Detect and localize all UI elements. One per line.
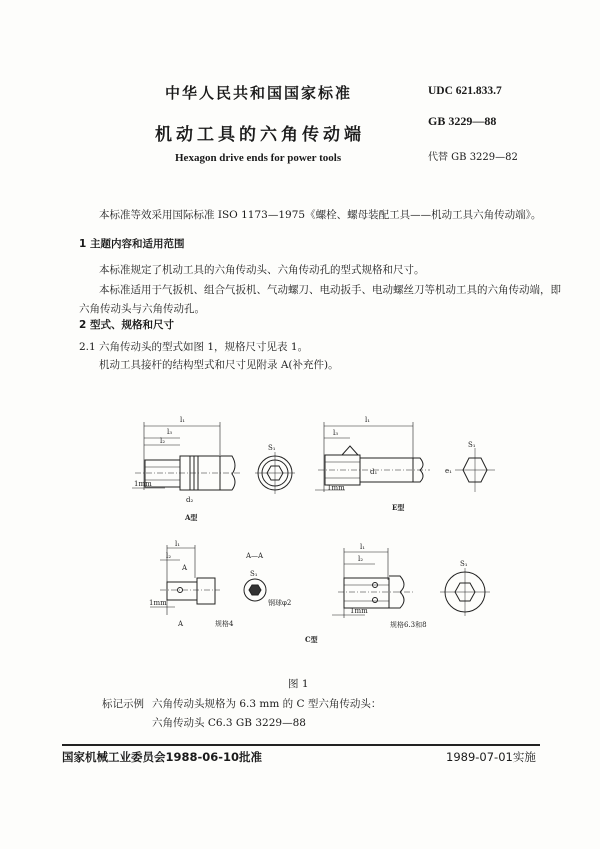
type-a-label: A型 xyxy=(185,513,198,522)
type-a-drawing xyxy=(132,422,295,494)
label-l1: l₁ xyxy=(360,543,366,551)
label-s1: S₁ xyxy=(460,560,468,568)
label-d1: d₁ xyxy=(370,468,378,476)
marking-example-line-1: 六角传动头规格为 6.3 mm 的 C 型六角传动头： xyxy=(152,698,382,710)
section-1-heading: 1 主题内容和适用范围 xyxy=(79,238,185,250)
label-l3: l₃ xyxy=(333,429,339,437)
approval-info: 国家机械工业委员会1988-06-10批准 xyxy=(62,750,263,764)
section-1-paragraph-1: 本标准规定了机动工具的六角传动头、六角传动孔的型式规格和尺寸。 xyxy=(99,264,425,276)
label-1mm: 1mm xyxy=(149,599,167,607)
spec-4-label: 规格4 xyxy=(215,620,234,628)
label-1mm: 1mm xyxy=(350,607,368,615)
footer-divider xyxy=(62,744,540,746)
type-e-drawing xyxy=(315,422,495,492)
label-l2: l₂ xyxy=(358,555,364,563)
udc-number: UDC 621.833.7 xyxy=(428,85,502,97)
document-title: 机动工具的六角传动端 xyxy=(155,125,365,145)
label-l1: l₁ xyxy=(175,540,181,548)
marking-example-line-2: 六角传动头 C6.3 GB 3229—88 xyxy=(152,717,306,729)
section-2-1-text-cont: 机动工具接杆的结构型式和尺寸见附录 A(补充件)。 xyxy=(99,359,339,371)
figure-1-drawing xyxy=(120,410,500,645)
section-2-heading: 2 型式、规格和尺寸 xyxy=(79,319,174,331)
marking-example-label: 标记示例 xyxy=(102,698,144,710)
section-2-1-text: 2.1 六角传动头的型式如图 1，规格尺寸见表 1。 xyxy=(79,341,309,353)
standard-number: GB 3229—88 xyxy=(428,114,497,128)
label-e1: e₁ xyxy=(445,467,452,475)
label-section-aa: A—A xyxy=(246,552,264,560)
label-l2: l₂ xyxy=(166,552,172,560)
spec-63-8-label: 规格6.3和8 xyxy=(390,621,427,629)
type-e-label: E型 xyxy=(392,503,405,512)
document-title-english: Hexagon drive ends for power tools xyxy=(175,152,342,164)
label-1mm: 1mm xyxy=(327,484,345,492)
label-section-a: A xyxy=(178,620,184,628)
section-1-paragraph-2-cont: 六角传动头与六角传动孔。 xyxy=(79,303,205,315)
national-standard-heading: 中华人民共和国国家标准 xyxy=(165,84,353,102)
label-l1: l₁ xyxy=(180,416,186,424)
label-l2: l₂ xyxy=(160,437,166,445)
label-s1: S₁ xyxy=(250,570,258,578)
label-l1: l₁ xyxy=(365,416,371,424)
label-1mm: 1mm xyxy=(134,480,152,488)
replaces-standard: 代替 GB 3229—82 xyxy=(428,152,518,163)
section-1-paragraph-2: 本标准适用于气扳机、组合气扳机、气动螺刀、电动扳手、电动螺丝刀等机动工具的六角传动端，即 xyxy=(99,284,561,296)
label-section-a: A xyxy=(182,564,188,572)
figure-caption: 图 1 xyxy=(288,678,309,690)
label-d2: d₂ xyxy=(186,496,194,504)
effective-date: 1989-07-01实施 xyxy=(446,750,536,764)
label-s1: S₁ xyxy=(268,444,276,452)
type-c-label: C型 xyxy=(305,635,318,644)
intro-paragraph: 本标准等效采用国际标准 ISO 1173—1975《螺栓、螺母装配工具——机动工具六角传动端》。 xyxy=(99,209,542,221)
label-l3: l₃ xyxy=(167,428,173,436)
label-s1: S₁ xyxy=(468,441,476,449)
label-steel-ball: 钢球φ2 xyxy=(268,599,292,607)
